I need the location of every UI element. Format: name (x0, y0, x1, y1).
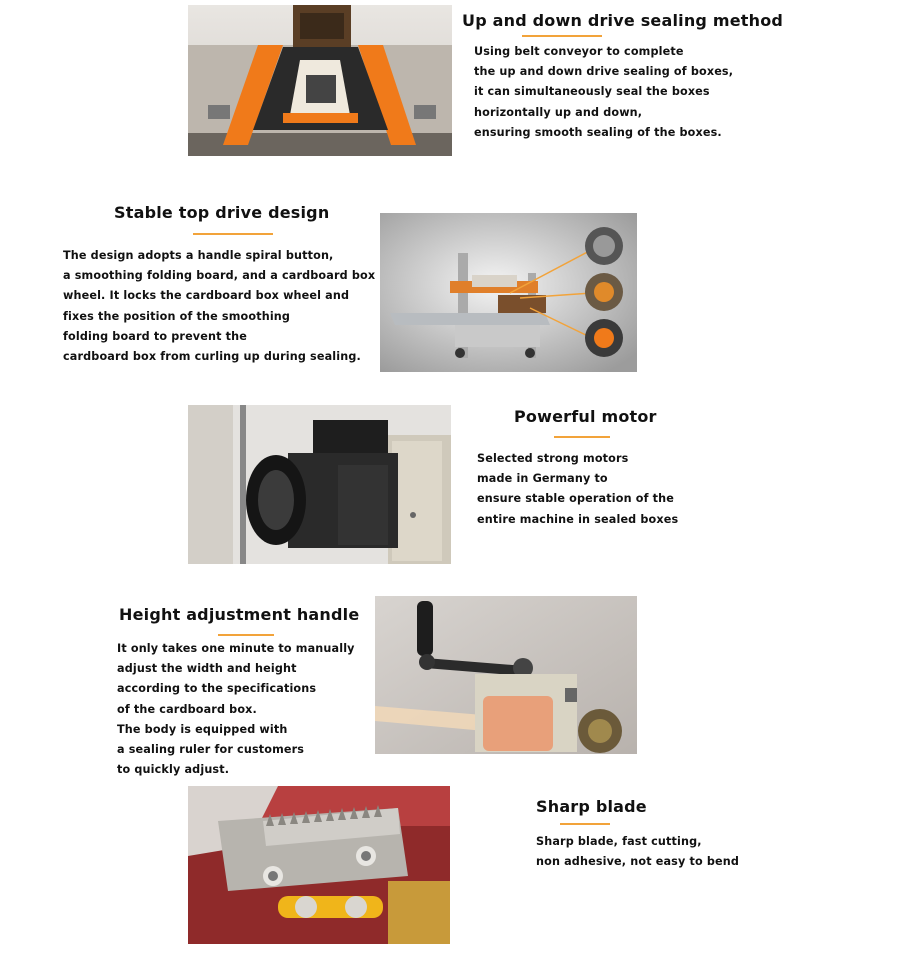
description-line: wheel. It locks the cardboard box wheel and (63, 289, 350, 303)
section-description-motor (477, 449, 678, 530)
description-line: the up and down drive sealing of boxes, (474, 65, 734, 79)
description-line: adjust the width and height (117, 662, 297, 676)
belt-conveyor-photo (188, 5, 452, 156)
description-line: a sealing ruler for customers (117, 742, 305, 756)
description-line: Sharp blade, fast cutting, (536, 835, 702, 848)
section-title-sharp-blade: Sharp blade (536, 797, 647, 816)
title-underline (554, 436, 610, 438)
description-line: Using belt conveyor to complete (474, 45, 684, 58)
description-line: fixes the position of the smoothing (63, 309, 291, 323)
description-line: entire machine in sealed boxes (477, 512, 679, 526)
description-line: of the cardboard box. (117, 702, 257, 716)
description-line: cardboard box from curling up during sealing. (63, 349, 361, 363)
title-underline (193, 233, 273, 235)
section-title-top-drive: Stable top drive design (114, 203, 330, 222)
description-line: non adhesive, not easy to bend (536, 855, 740, 869)
description-line: folding board to prevent the (63, 329, 247, 343)
sharp-blade-photo (188, 786, 450, 944)
title-underline (218, 634, 274, 636)
section-description-sealing-method (474, 42, 733, 143)
section-description-height-handle (117, 639, 355, 780)
description-line: made in Germany to (477, 472, 608, 486)
description-line: a smoothing folding board, and a cardboard box (63, 269, 376, 283)
description-line: The design adopts a handle spiral button, (63, 249, 334, 262)
description-line: to quickly adjust. (117, 763, 230, 777)
title-underline (560, 823, 610, 825)
section-title-sealing-method: Up and down drive sealing method (462, 11, 784, 30)
section-description-top-drive (63, 246, 375, 367)
description-line: ensuring smooth sealing of the boxes. (474, 125, 722, 139)
title-underline (522, 35, 602, 37)
description-line: The body is equipped with (117, 722, 288, 736)
description-line: It only takes one minute to manually (117, 642, 355, 655)
section-title-height-handle: Height adjustment handle (119, 605, 360, 624)
section-description-sharp-blade (536, 832, 739, 872)
description-line: it can simultaneously seal the boxes (474, 85, 710, 99)
description-line: Selected strong motors (477, 452, 629, 465)
description-line: according to the specifications (117, 682, 317, 696)
sealing-machine-photo (380, 213, 637, 372)
adjustment-handle-photo (375, 596, 637, 754)
description-line: ensure stable operation of the (477, 492, 674, 506)
description-line: horizontally up and down, (474, 105, 643, 119)
motor-photo (188, 405, 451, 564)
section-title-motor: Powerful motor (514, 407, 657, 426)
